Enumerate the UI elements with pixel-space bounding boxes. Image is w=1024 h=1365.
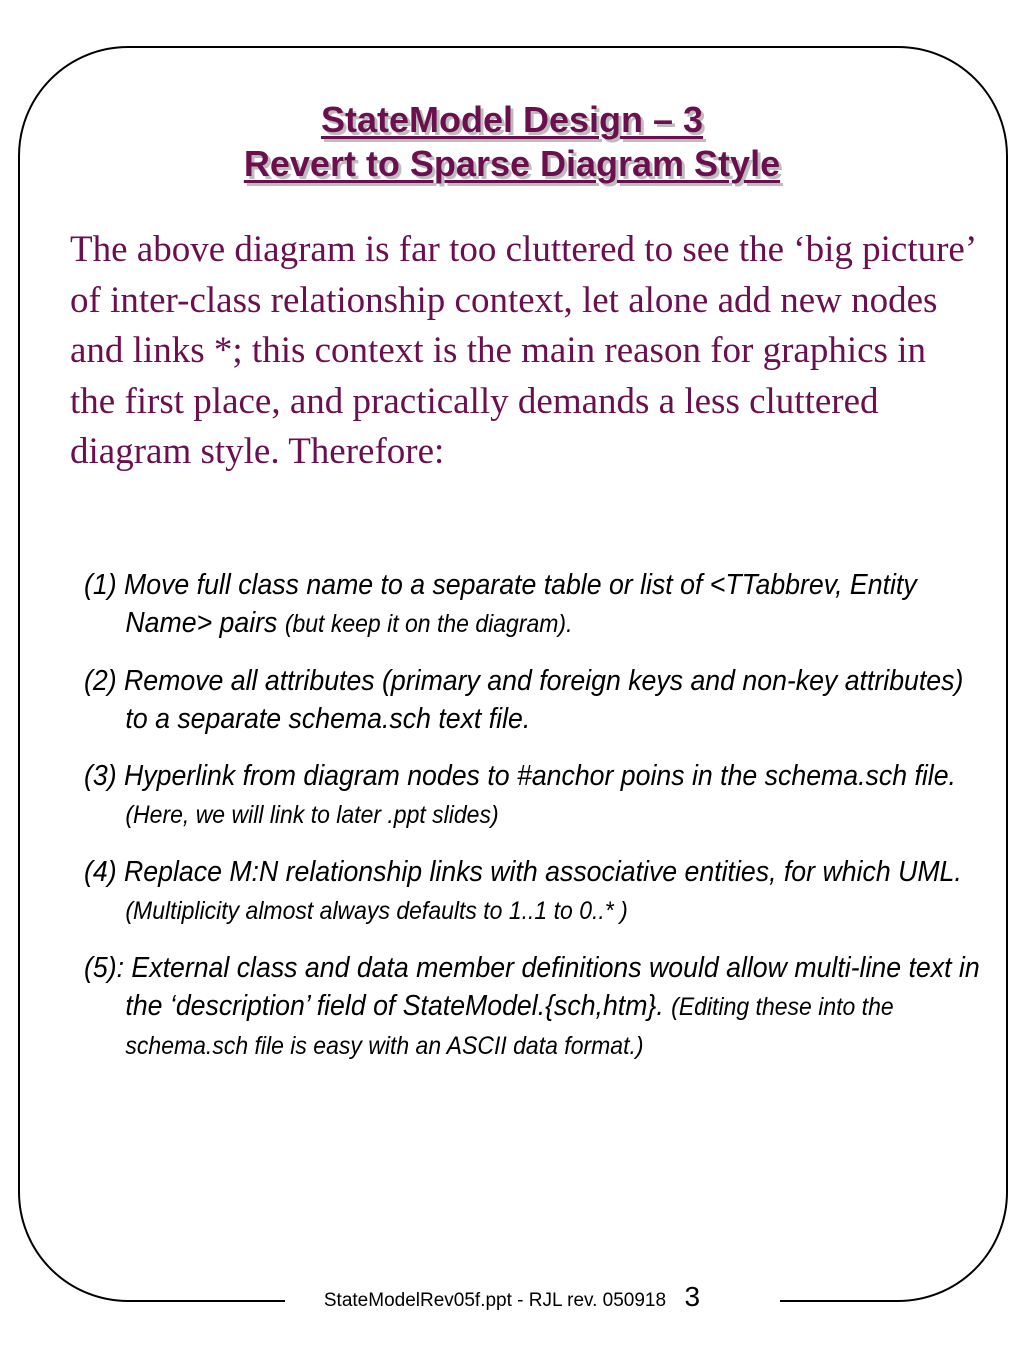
slide-footer — [0, 1281, 1024, 1313]
item-1-note: (but keep it on the diagram). — [284, 610, 573, 638]
list-item-3 — [84, 757, 990, 834]
intro-paragraph: The above diagram is far too cluttered to see the ‘big picture’ of inter-class relationship context, let alone add new nodes and links *; this context is the main reason for graphics in the first place, and practically demands a less cluttered diagram style. Therefore: — [70, 229, 975, 472]
title-line-2: Revert to Sparse Diagram Style — [243, 143, 781, 184]
list-item-2 — [84, 662, 990, 738]
list-item-4 — [84, 853, 990, 930]
list-item-5 — [84, 949, 990, 1065]
item-3-note: (Here, we will link to later .ppt slides) — [125, 801, 499, 829]
list-item-1 — [84, 566, 990, 643]
page-number: 3 — [684, 1281, 701, 1312]
item-3-text: (3) Hyperlink from diagram nodes to #anchor poins in the schema.sch file. — [84, 760, 956, 792]
item-4-note: (Multiplicity almost always defaults to 1..1 to 0..* ) — [125, 897, 628, 925]
item-5-text: (5): External class and data member definitions would allow multi-line text in the ‘description’ field of StateModel.{sch,htm}. — [84, 952, 980, 1022]
slide-title — [0, 98, 1024, 186]
item-5-note: (Editing these into the schema.sch file is easy with an ASCII data format.) — [125, 993, 894, 1060]
numbered-list — [84, 566, 980, 1084]
title-line-1: StateModel Design – 3 — [320, 99, 704, 140]
footer-text: StateModelRev05f.ppt - RJL rev. 050918 — [323, 1290, 667, 1311]
item-1-text: (1) Move full class name to a separate table or list of <TTabbrev, Entity Name> pairs — [84, 569, 917, 639]
item-4-text: (4) Replace M:N relationship links with associative entities, for which UML. — [84, 856, 962, 888]
item-2-text: (2) Remove all attributes (primary and foreign keys and non-key attributes) to a separate schema.sch text file. — [84, 665, 964, 735]
